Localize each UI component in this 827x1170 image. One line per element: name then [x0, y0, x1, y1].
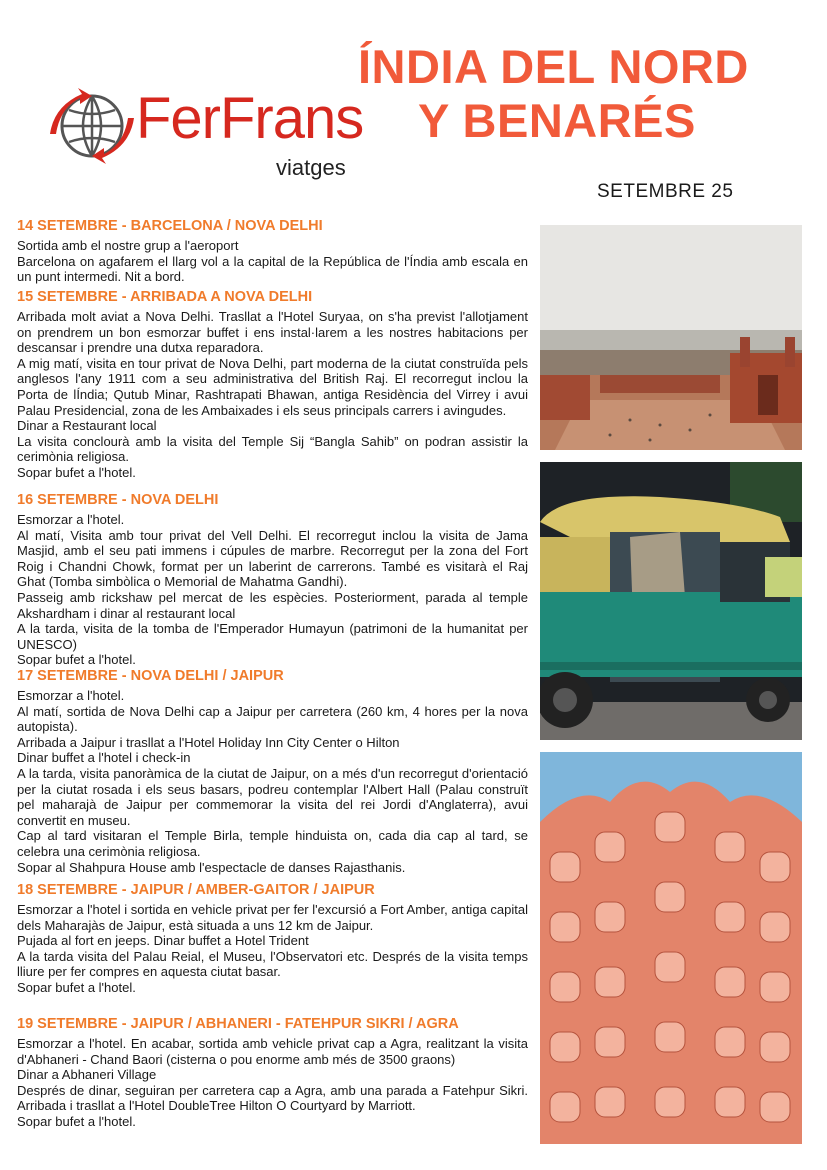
day-line: Sortida amb el nostre grup a l'aeroport [17, 238, 239, 253]
day-heading: 17 SETEMBRE - NOVA DELHI / JAIPUR [17, 668, 284, 684]
day-line: Sopar bufet a l'hotel. [17, 652, 136, 668]
day-section-2 [17, 287, 528, 481]
day-section-4 [17, 666, 528, 875]
day-line: A la tarda, visita de la tomba de l'Emperador Humayun (patrimoni de la humanitat per UNESCO) [17, 621, 528, 652]
day-line: Arribada molt aviat a Nova Delhi. Trasllat a l'Hotel Suryaa, on s'ha previst l'allotjament on prendrem un bon esmorzar buffet i ens instal·larem a les nostres habitacions per descansar i prendre una dutxa reparadora. [17, 309, 528, 356]
hawa-mahal-photo [540, 752, 802, 1144]
brand-subtitle: viatges [276, 155, 346, 180]
day-section-6 [17, 1014, 528, 1130]
travel-date: SETEMBRE 25 [597, 181, 734, 202]
day-heading: 15 SETEMBRE - ARRIBADA A NOVA DELHI [17, 289, 313, 305]
day-line: Esmorzar a l'hotel i sortida en vehicle privat per fer l'excursió a Fort Amber, antiga capital dels Maharajàs de Jaipur, està situada a uns 12 km de Jaipur. [17, 902, 528, 933]
day-line: A la tarda, visita panoràmica de la ciutat de Jaipur, on a més d'un recorregut d'orientació per la ciutat rosada i els seus basars, podreu contemplar l'Albert Hall (Palau construït pel maharajà de Jaipur per commemorar la visita del rei Jordi d'Anglaterra), avui convertit en museu. [17, 765, 528, 828]
day-heading: 19 SETEMBRE - JAIPUR / ABHANERI - FATEHPUR SIKRI / AGRA [17, 1016, 459, 1032]
day-line: Pujada al fort en jeeps. Dinar buffet a Hotel Trident [17, 933, 309, 949]
day-section-1 [17, 216, 528, 285]
day-line: Sopar bufet a l'hotel. [17, 1113, 136, 1129]
day-line: Barcelona on agafarem el llarg vol a la capital de la República de l'Índia amb escala en un punt intermedi. Nit a bord. [17, 253, 528, 285]
day-line: Esmorzar a l'hotel. En acabar, sortida amb vehicle privat cap a Agra, realitzant la visita d'Abhaneri - Chand Baori (cisterna o pou enorme amb més de 3500 graons) [17, 1036, 528, 1067]
day-section-5 [17, 880, 528, 996]
day-line: Després de dinar, seguiran per carretera cap a Agra, amb una parada a Fatehpur Sikri. Arribada i trasllat a l'Hotel DoubleTree Hilton O Courtyard by Marriott. [17, 1082, 528, 1114]
day-line: A mig matí, visita en tour privat de Nova Delhi, part moderna de la ciutat construïda pels anglesos l'any 1911 com a seu administrativa del British Raj. El recorregut inclou la Porta de lÍndia; Qutub Minar, Rashtrapati Bhawan, antiga Residència del Virrey i avui Palau Presidencial, zona de les Ambaixades i els seus principals carrers i avingudes. [17, 355, 528, 418]
day-line: Esmorzar a l'hotel. [17, 688, 125, 703]
page-title [358, 40, 818, 148]
globe-logo-icon [44, 86, 140, 166]
title-line-1: ÍNDIA DEL NORD [358, 40, 749, 93]
day-line: Al matí, sortida de Nova Delhi cap a Jaipur per carretera (260 km, 4 hores per la nova autopista). [17, 703, 528, 735]
day-line: Dinar buffet a l'hotel i check-in [17, 750, 191, 766]
day-heading: 16 SETEMBRE - NOVA DELHI [17, 492, 219, 508]
day-line: Arribada a Jaipur i trasllat a l'Hotel Holiday Inn City Center o Hilton [17, 734, 400, 750]
day-line: Sopar bufet a l'hotel. [17, 979, 136, 995]
day-line: Al matí, Visita amb tour privat del Vell Delhi. El recorregut inclou la visita de Jama Masjid, amb el seu pati immens i cúpules de marbre. Recorregut per la zona del Fort Roig i Chandni Chowk, format per un laberint de carrerons. També es visitarà el Raj Ghat (Tomba simbòlica o Memorial de Mahatma Gandhi). [17, 527, 528, 590]
day-line: Cap al tard visitaran el Temple Birla, temple hinduista on, cada dia cap al tard, se celebra una cerimònia religiosa. [17, 828, 528, 859]
day-line: A la tarda visita del Palau Reial, el Museu, l'Observatori etc. Després de la visita temps lliure per fer compres en aquesta ciutat basar. [17, 948, 528, 980]
day-heading: 18 SETEMBRE - JAIPUR / AMBER-GAITOR / JAIPUR [17, 882, 375, 898]
jama-masjid-photo [540, 225, 802, 450]
title-line-2: Y BENARÉS [418, 94, 696, 147]
day-section-3 [17, 490, 528, 668]
day-line: Sopar bufet a l'hotel. [17, 464, 136, 480]
day-line: La visita conclourà amb la visita del Temple Sij “Bangla Sahib” on podran assistir la cerimònia religiosa. [17, 433, 528, 465]
day-line: Dinar a Restaurant local [17, 418, 157, 434]
rickshaw-photo [540, 462, 802, 740]
brand-name: FerFrans [136, 86, 364, 151]
day-line: Esmorzar a l'hotel. [17, 512, 125, 527]
day-line: Passeig amb rickshaw pel mercat de les espècies. Posteriorment, parada al temple Akshardham i dinar al restaurant local [17, 589, 528, 621]
day-line: Dinar a Abhaneri Village [17, 1067, 157, 1083]
day-line: Sopar al Shahpura House amb l'espectacle de danses Rajasthanis. [17, 859, 406, 875]
day-heading: 14 SETEMBRE - BARCELONA / NOVA DELHI [17, 218, 323, 234]
